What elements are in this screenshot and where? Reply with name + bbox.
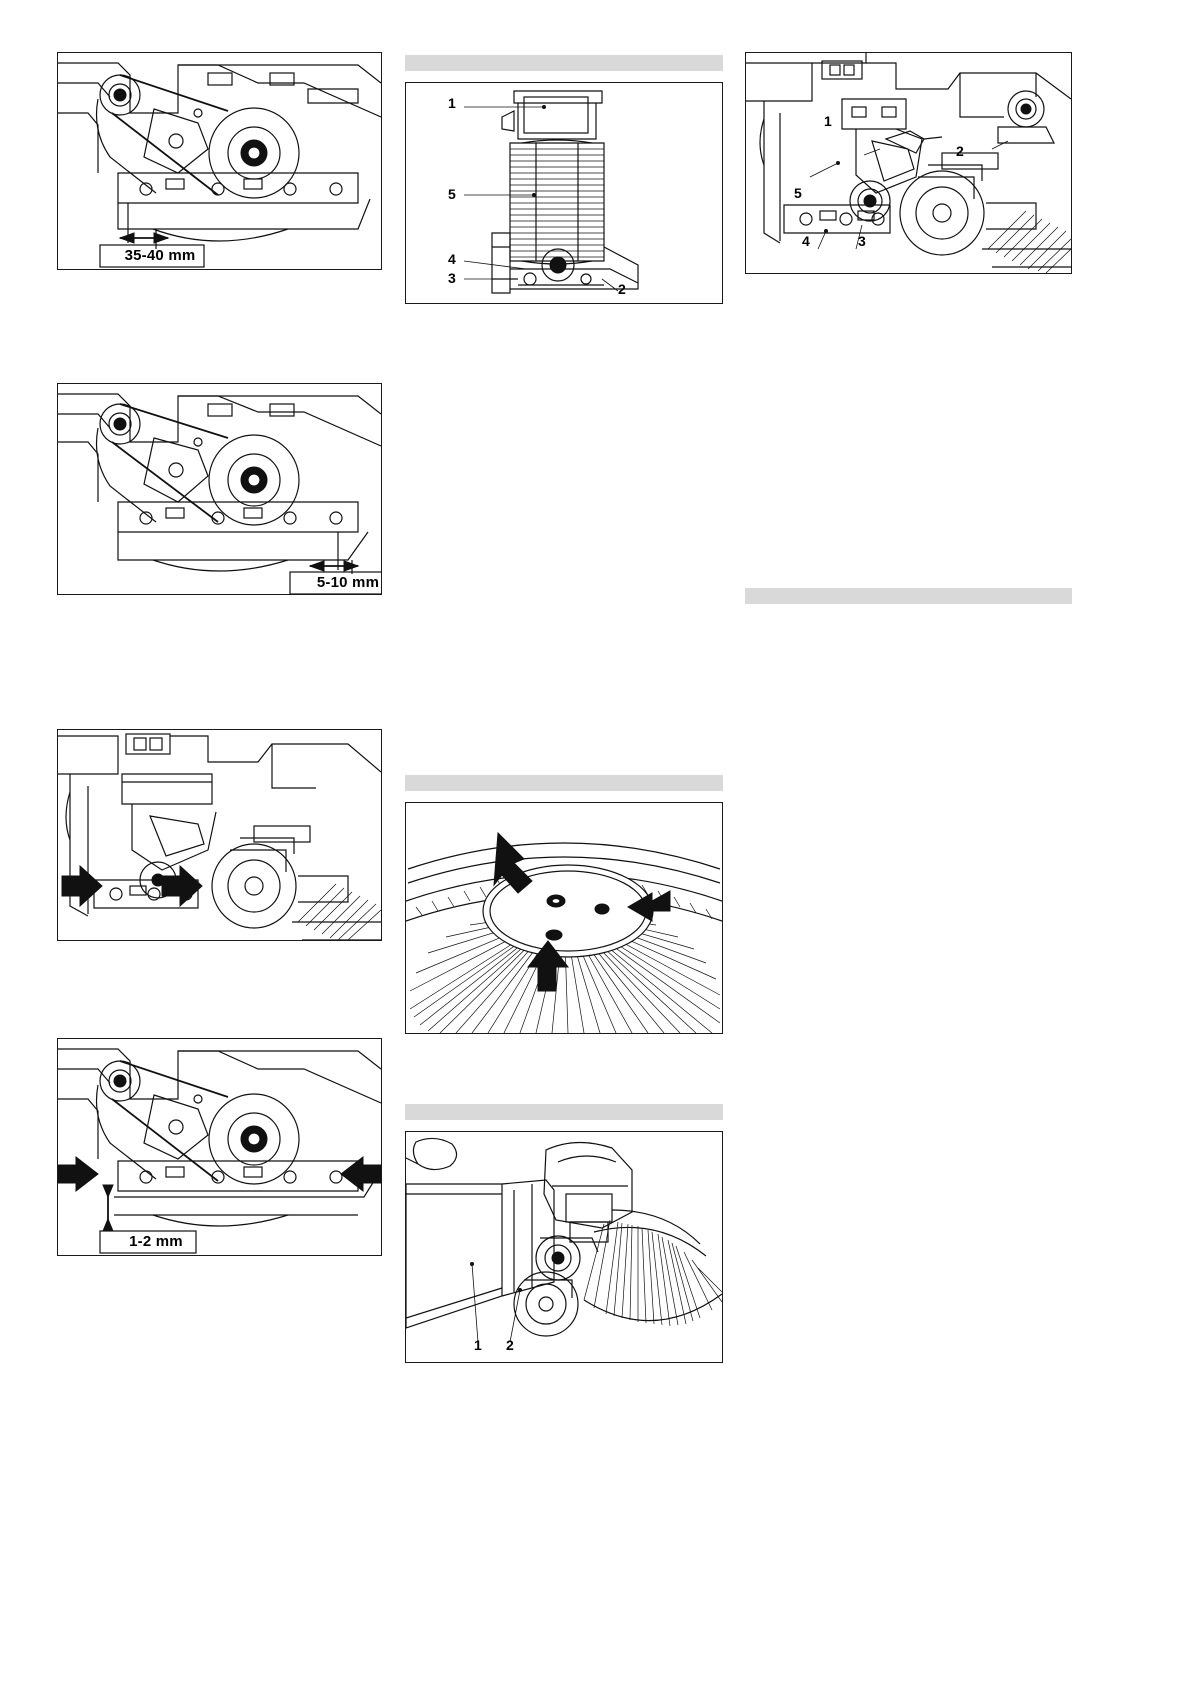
figure-belt-clearance-5-10: [57, 383, 382, 595]
figure-arrows-side-brush: [57, 729, 382, 941]
callout-3: 3: [448, 270, 456, 286]
callout-5: 5: [794, 185, 802, 201]
figure-side-brush-mount: [745, 52, 1072, 274]
dimension-1-2-mm: 1-2 mm: [129, 1233, 183, 1250]
dimension-5-10-mm: 5-10 mm: [316, 574, 380, 591]
figure-sweeping-lip-clearance: [57, 1038, 382, 1256]
callout-2: 2: [506, 1337, 514, 1353]
figure-belt-clearance-35-40: [57, 52, 382, 270]
callout-5: 5: [448, 186, 456, 202]
section-bar-right-column: [745, 588, 1072, 604]
figure-side-broom-detail: [405, 1131, 723, 1363]
callout-1: 1: [448, 95, 456, 111]
figure-motor-assembly: [405, 82, 723, 304]
callout-1: 1: [824, 113, 832, 129]
header-bar-side-broom: [405, 1104, 723, 1120]
header-bar-disc-brush: [405, 775, 723, 791]
callout-1: 1: [474, 1337, 482, 1353]
figure-disc-brush-underside: [405, 802, 723, 1034]
callout-3: 3: [858, 233, 866, 249]
dimension-35-40-mm: 35-40 mm: [124, 247, 196, 264]
callout-2: 2: [618, 281, 626, 297]
header-bar-motor-assembly: [405, 55, 723, 71]
callout-4: 4: [802, 233, 810, 249]
callout-4: 4: [448, 251, 456, 267]
callout-2: 2: [956, 143, 964, 159]
